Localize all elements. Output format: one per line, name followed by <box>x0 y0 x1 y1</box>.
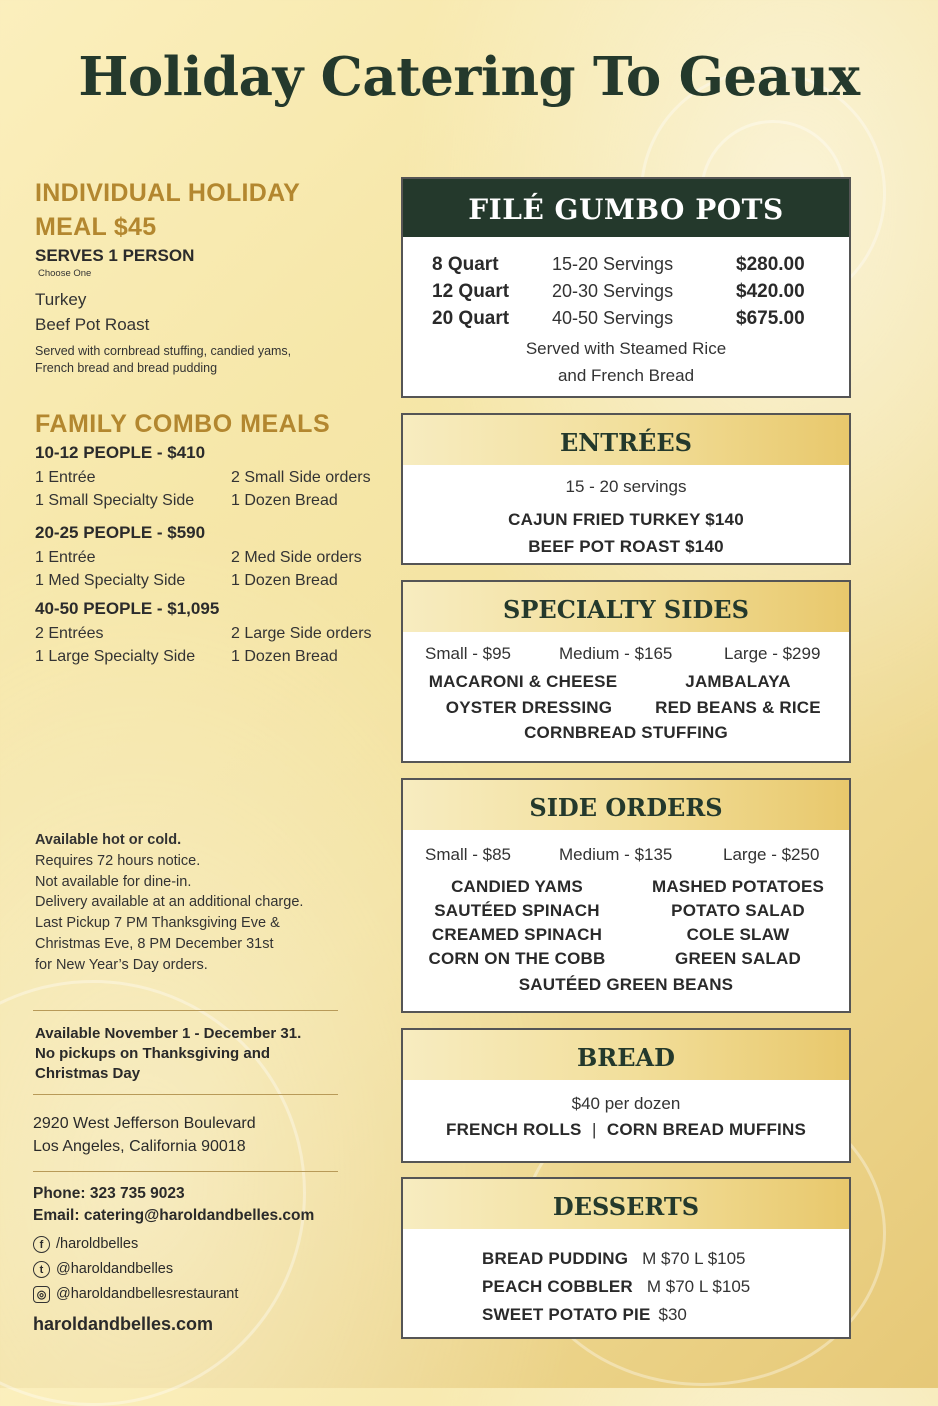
website-link[interactable]: haroldandbelles.com <box>33 1314 214 1334</box>
facebook-row[interactable] <box>33 1232 393 1257</box>
availability-line: Last Pickup 7 PM Thanksgiving Eve & <box>35 915 280 932</box>
entrees-heading: ENTRÉES <box>401 413 851 467</box>
gumbo-size: 8 Quart <box>432 254 499 275</box>
tier-item: 1 Entrée <box>35 469 96 486</box>
specialty-item: OYSTER DRESSING <box>445 698 613 717</box>
specialty-item: CORNBREAD STUFFING <box>524 723 728 742</box>
divider <box>33 1094 338 1095</box>
availability-line: Delivery available at an additional charge. <box>35 894 304 911</box>
side-orders-panel <box>401 830 851 1013</box>
gumbo-price: $280.00 <box>736 254 805 275</box>
email[interactable]: Email: catering@haroldandbelles.com <box>33 1207 315 1224</box>
gumbo-servings: 40-50 Servings <box>552 308 674 328</box>
entree-item: BEEF POT ROAST $140 <box>528 537 724 556</box>
side-item: SAUTÉED SPINACH <box>434 901 600 920</box>
gumbo-heading: FILÉ GUMBO POTS <box>403 179 849 237</box>
desserts-heading: DESSERTS <box>401 1177 851 1231</box>
side-item: CREAMED SPINACH <box>431 925 603 944</box>
gumbo-price: $675.00 <box>736 308 805 329</box>
side-item: POTATO SALAD <box>671 901 805 920</box>
individual-note-line2: French bread and bread pudding <box>35 361 218 375</box>
page-title: Holiday Catering To Geaux <box>78 46 860 108</box>
specialty-price: Large - $299 <box>724 644 821 663</box>
dessert-price: M $70 L $105 <box>642 1249 746 1268</box>
tier-item: 1 Large Specialty Side <box>35 648 196 665</box>
twitter-row[interactable] <box>33 1257 393 1282</box>
tier-item: 2 Med Side orders <box>231 549 362 566</box>
availability-bold: Available hot or cold. <box>35 832 182 848</box>
specialty-price: Medium - $165 <box>559 644 673 663</box>
dates-line: No pickups on Thanksgiving and <box>35 1045 271 1062</box>
option-beef-pot-roast: Beef Pot Roast <box>35 315 150 334</box>
gumbo-panel <box>401 177 851 398</box>
desserts-panel <box>401 1229 851 1339</box>
gumbo-price: $420.00 <box>736 281 805 302</box>
choose-one-label: Choose One <box>38 268 92 279</box>
gumbo-size: 20 Quart <box>432 308 510 329</box>
address-line2: Los Angeles, California 90018 <box>33 1138 246 1155</box>
tier-item: 2 Entrées <box>35 625 104 642</box>
dessert-name: PEACH COBBLER <box>482 1277 633 1296</box>
side-price: Small - $85 <box>425 845 511 864</box>
dates-line: Christmas Day <box>35 1065 141 1082</box>
side-item: GREEN SALAD <box>675 949 801 968</box>
option-turkey: Turkey <box>35 290 87 309</box>
side-orders-heading: SIDE ORDERS <box>401 778 851 832</box>
divider <box>33 1010 338 1011</box>
dates-line: Available November 1 - December 31. <box>35 1025 302 1042</box>
side-item: MASHED POTATOES <box>651 877 825 896</box>
individual-heading-line2: MEAL $45 <box>35 213 157 241</box>
bread-separator: | <box>592 1120 597 1139</box>
bread-heading: BREAD <box>401 1028 851 1082</box>
side-item: SAUTÉED GREEN BEANS <box>518 975 734 994</box>
tier-item: 1 Entrée <box>35 549 96 566</box>
tier-label: 10-12 PEOPLE - $410 <box>35 443 206 462</box>
availability-line: for New Year’s Day orders. <box>35 956 208 973</box>
tier-item: 1 Dozen Bread <box>231 492 338 509</box>
address <box>33 1112 373 1158</box>
individual-note-line1: Served with cornbread stuffing, candied yams, <box>35 344 292 358</box>
bread-item: CORN BREAD MUFFINS <box>606 1120 806 1139</box>
family-tier-1 <box>35 443 395 512</box>
instagram-row[interactable] <box>33 1282 393 1307</box>
availability-line: Christmas Eve, 8 PM December 31st <box>35 935 274 952</box>
tier-label: 40-50 PEOPLE - $1,095 <box>35 599 220 618</box>
dessert-price: M $70 L $105 <box>646 1277 751 1296</box>
side-item: CORN ON THE COBB <box>428 949 606 968</box>
divider <box>33 1171 338 1172</box>
entree-item: CAJUN FRIED TURKEY $140 <box>508 510 744 529</box>
entrees-servings: 15 - 20 servings <box>565 477 687 496</box>
family-heading: FAMILY COMBO MEALS <box>35 410 331 438</box>
gumbo-note-line1: Served with Steamed Rice <box>525 339 727 358</box>
side-price: Large - $250 <box>723 845 820 864</box>
availability-dates <box>35 1024 375 1084</box>
dessert-name: SWEET POTATO PIE <box>482 1305 651 1324</box>
facebook-icon: f <box>33 1236 50 1253</box>
availability-line: Requires 72 hours notice. <box>35 852 201 869</box>
tier-item: 2 Large Side orders <box>231 625 372 642</box>
dessert-name: BREAD PUDDING <box>482 1249 629 1268</box>
family-tier-3 <box>35 599 395 668</box>
twitter-handle: @haroldandbelles <box>56 1261 174 1277</box>
specialty-heading: SPECIALTY SIDES <box>401 580 851 634</box>
family-combo-section <box>35 410 395 439</box>
side-item: CANDIED YAMS <box>451 877 583 896</box>
specialty-price: Small - $95 <box>425 644 511 663</box>
bread-item: FRENCH ROLLS <box>446 1120 582 1139</box>
dessert-price: $30 <box>658 1305 687 1324</box>
tier-item: 1 Dozen Bread <box>231 572 338 589</box>
contact-section <box>33 1183 393 1336</box>
instagram-icon: ◎ <box>33 1286 50 1303</box>
individual-meal-section <box>35 176 365 377</box>
side-item: COLE SLAW <box>686 925 790 944</box>
twitter-icon: t <box>33 1261 50 1278</box>
instagram-handle: @haroldandbellesrestaurant <box>56 1286 239 1302</box>
tier-item: 1 Med Specialty Side <box>35 572 186 589</box>
tier-item: 1 Small Specialty Side <box>35 492 195 509</box>
availability-notes <box>35 830 375 976</box>
family-tier-2 <box>35 523 395 592</box>
specialty-item: RED BEANS & RICE <box>655 698 821 717</box>
availability-line: Not available for dine-in. <box>35 873 192 890</box>
specialty-item: JAMBALAYA <box>685 672 791 691</box>
tier-item: 1 Dozen Bread <box>231 648 338 665</box>
tier-label: 20-25 PEOPLE - $590 <box>35 523 206 542</box>
bread-panel <box>401 1080 851 1163</box>
specialty-panel <box>401 632 851 763</box>
side-price: Medium - $135 <box>559 845 673 864</box>
specialty-item: MACARONI & CHEESE <box>428 672 618 691</box>
gumbo-note-line2: and French Bread <box>557 366 695 385</box>
gumbo-servings: 15-20 Servings <box>552 254 674 274</box>
serves-label: SERVES 1 PERSON <box>35 246 195 265</box>
tier-item: 2 Small Side orders <box>231 469 371 486</box>
gumbo-size: 12 Quart <box>432 281 510 302</box>
individual-heading-line1: INDIVIDUAL HOLIDAY <box>35 179 301 207</box>
address-line1: 2920 West Jefferson Boulevard <box>33 1115 256 1132</box>
entrees-panel <box>401 465 851 565</box>
gumbo-servings: 20-30 Servings <box>552 281 674 301</box>
phone[interactable]: Phone: 323 735 9023 <box>33 1185 185 1202</box>
bread-price: $40 per dozen <box>571 1094 681 1113</box>
facebook-handle: /haroldbelles <box>56 1236 139 1252</box>
